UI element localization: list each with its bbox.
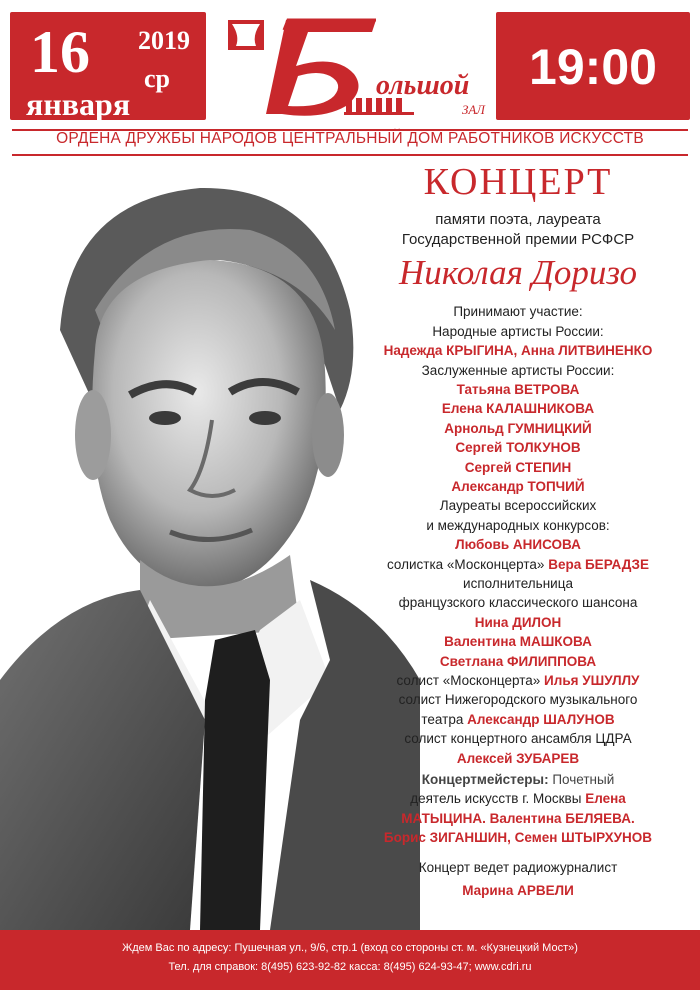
host-line: Концерт ведет радиожурналист	[418, 859, 618, 875]
logo-wordmark: ольшой	[376, 70, 470, 101]
honoree-name: Николая Доризо	[398, 252, 638, 292]
organization-name: ОРДЕНА ДРУЖБЫ НАРОДОВ ЦЕНТРАЛЬНЫЙ ДОМ РАБОТНИКОВ ИСКУССТВ	[56, 130, 644, 147]
accompanists-line	[340, 770, 696, 789]
performer-ushullu: Илья УШУЛЛУ	[544, 673, 640, 689]
chanson-genre: французского классического шансона	[398, 595, 638, 611]
performer-role: исполнительница	[463, 575, 573, 591]
event-weekday: ср	[144, 64, 170, 93]
accompanist-elena: Елена	[585, 791, 626, 807]
participants-intro: Принимают участие:	[453, 304, 583, 320]
shalunov-line	[340, 710, 696, 729]
event-title: КОНЦЕРТ	[423, 161, 613, 203]
footer	[0, 930, 700, 990]
performer-filippova: Светлана ФИЛИППОВА	[439, 653, 597, 669]
footer-address: Ждем Вас по адресу: Пушечная ул., 9/6, стр.1 (вход со стороны ст. м. «Кузнецкий Мост»)	[122, 942, 578, 954]
logo-sub: ЗАЛ	[462, 102, 485, 117]
honored-artist: Арнольд ГУМНИЦКИЙ	[444, 420, 592, 436]
laureates-label-2: и международных конкурсов:	[426, 517, 610, 533]
accompanists-title-text: деятель искусств г. Москвы	[410, 791, 582, 807]
accompanists-title-2	[340, 789, 696, 808]
honored-artist: Татьяна ВЕТРОВА	[456, 381, 580, 397]
accompanists-names-1: МАТЫЦИНА. Валентина БЕЛЯЕВА.	[401, 810, 635, 826]
time-box	[496, 12, 690, 120]
accompanists-title: Почетный	[552, 772, 615, 788]
performer-dilon: Нина ДИЛОН	[474, 614, 562, 630]
program-content	[340, 160, 696, 900]
soloist-line-f	[340, 555, 696, 574]
theatre-word: театра	[421, 711, 464, 727]
host-name: Марина АРВЕЛИ	[462, 883, 574, 899]
honored-artists-label: Заслуженные артисты России:	[421, 362, 615, 378]
performer-anisova: Любовь АНИСОВА	[455, 537, 581, 553]
honored-artist: Елена КАЛАШНИКОВА	[441, 401, 595, 417]
laureates-label-1: Лауреаты всероссийских	[439, 498, 597, 514]
accompanists-label: Концертмейстеры:	[421, 772, 549, 788]
accompanists-names-2: Борис ЗИГАНШИН, Семен ШТЫРХУНОВ	[383, 830, 653, 846]
soloist-line-m	[340, 671, 696, 690]
divider-bottom	[12, 154, 688, 156]
event-month: января	[26, 86, 131, 122]
soloist-role-f: солистка «Москонцерта»	[386, 556, 545, 572]
performer-shalunov: Александр ШАЛУНОВ	[467, 711, 615, 727]
event-day: 16	[30, 19, 90, 85]
honored-artist: Сергей ТОЛКУНОВ	[455, 440, 581, 456]
performer-mashkova: Валентина МАШКОВА	[444, 634, 592, 650]
soloist-role-m: солист «Москонцерта»	[396, 673, 541, 689]
event-time: 19:00	[529, 39, 657, 95]
header	[0, 0, 700, 128]
memory-line-2: Государственной премии РСФСР	[401, 230, 635, 248]
nn-theatre-line: солист Нижегородского музыкального	[398, 692, 638, 708]
bolshoy-zal-logo	[226, 14, 488, 122]
event-year: 2019	[138, 26, 190, 55]
ensemble-line: солист концертного ансамбля ЦДРА	[404, 731, 632, 747]
honored-artist: Александр ТОПЧИЙ	[451, 478, 585, 494]
date-box	[10, 12, 206, 120]
memory-line-1: памяти поэта, лауреата	[435, 210, 601, 228]
footer-phones: Тел. для справок: 8(495) 623-92-82 касса: 8(495) 624-93-47; www.cdri.ru	[168, 961, 532, 973]
performer-zubarev: Алексей ЗУБАРЕВ	[456, 750, 580, 766]
honored-artist: Сергей СТЕПИН	[464, 459, 572, 475]
people-artists-label: Народные артисты России:	[432, 323, 604, 339]
people-artists: Надежда КРЫГИНА, Анна ЛИТВИНЕНКО	[383, 343, 653, 359]
performer-beradze: Вера БЕРАДЗЕ	[548, 556, 650, 572]
